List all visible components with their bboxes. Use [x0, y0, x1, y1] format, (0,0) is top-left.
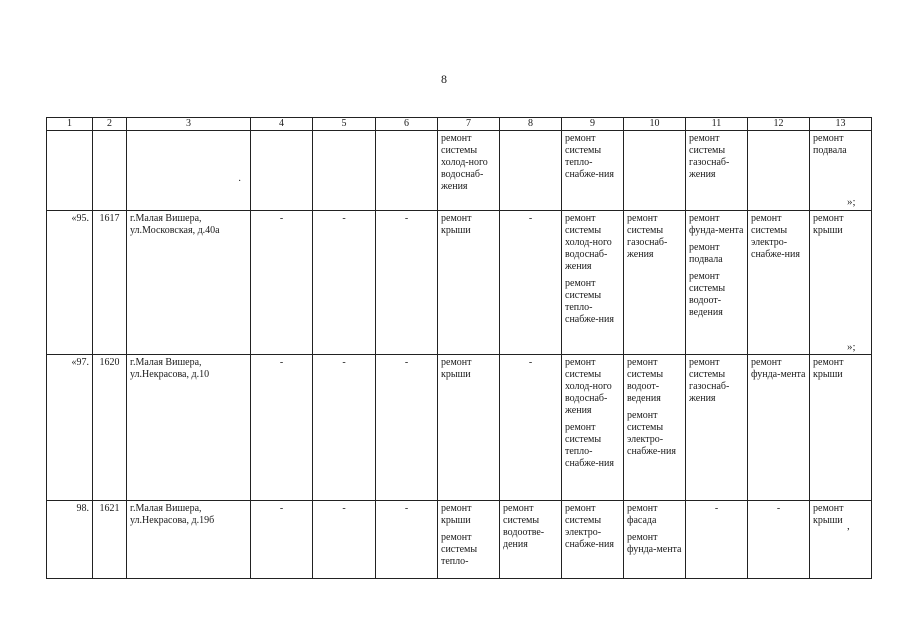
table-row: [47, 355, 872, 501]
scan-speck: ·: [238, 176, 242, 187]
work-item: ремонт системы электро-снабже-ния: [627, 410, 676, 457]
works-cell: [748, 501, 810, 579]
col-header: 6: [376, 118, 438, 131]
works-cell: [810, 501, 872, 579]
works-cell: [438, 355, 500, 501]
row-index-cell: «97.: [47, 355, 93, 501]
work-item: -: [528, 357, 533, 368]
works-cell: [748, 355, 810, 501]
table-row: [47, 211, 872, 355]
table-row: [47, 501, 872, 579]
work-item: ремонт системы водоот-ведения: [627, 357, 664, 404]
col-header: 8: [500, 118, 562, 131]
work-item: ремонт крыши: [441, 213, 472, 236]
work-item: ремонт системы тепло-снабже-ния: [565, 422, 614, 469]
works-cell: [624, 131, 686, 211]
work-item: ремонт системы водоот-ведения: [689, 271, 726, 318]
value-cell: -: [313, 355, 376, 501]
works-cell: [686, 355, 748, 501]
col-header: 11: [686, 118, 748, 131]
work-item: ремонт системы электро-снабже-ния: [751, 213, 800, 260]
work-item: ремонт подвала: [689, 242, 723, 265]
work-item: ремонт системы водоотве-дения: [503, 503, 545, 550]
house-id-cell: 1617: [93, 211, 127, 355]
work-item: ремонт крыши: [441, 503, 472, 526]
work-item: ремонт системы тепло-: [441, 532, 478, 567]
works-cell: [686, 501, 748, 579]
value-cell: [376, 131, 438, 211]
works-cell: [624, 501, 686, 579]
value-cell: -: [313, 501, 376, 579]
work-item: ремонт фунда-мента: [751, 357, 806, 380]
work-item: ремонт крыши: [813, 213, 844, 236]
works-cell: [500, 131, 562, 211]
page-number: 8: [441, 72, 447, 86]
row-suffix: ,: [847, 520, 850, 532]
work-item: ремонт системы холод-ного водоснаб-жения: [565, 357, 612, 416]
works-cell: [624, 355, 686, 501]
value-cell: -: [313, 211, 376, 355]
works-cell: [810, 131, 872, 211]
row-index-cell: 98.: [47, 501, 93, 579]
works-cell: [438, 131, 500, 211]
value-cell: -: [251, 355, 313, 501]
works-cell: [438, 211, 500, 355]
col-header: 4: [251, 118, 313, 131]
works-cell: [500, 355, 562, 501]
repair-schedule-table: [46, 117, 872, 579]
work-item: ремонт системы газоснаб-жения: [689, 133, 730, 180]
col-header: 9: [562, 118, 624, 131]
work-item: ремонт крыши: [813, 503, 844, 526]
work-item: ремонт крыши: [813, 357, 844, 380]
house-id-cell: [93, 131, 127, 211]
address-cell: г.Малая Вишера, ул.Московская, д.40а: [127, 211, 251, 355]
works-cell: [748, 211, 810, 355]
work-item: ремонт системы электро-снабже-ния: [565, 503, 614, 550]
work-item: ремонт фунда-мента: [689, 213, 744, 236]
value-cell: -: [376, 355, 438, 501]
col-header: 2: [93, 118, 127, 131]
works-cell: [686, 131, 748, 211]
works-cell: [562, 355, 624, 501]
col-header: 10: [624, 118, 686, 131]
house-id-cell: 1621: [93, 501, 127, 579]
value-cell: -: [376, 501, 438, 579]
row-suffix: »;: [847, 196, 856, 208]
work-item: ремонт системы холод-ного водоснаб-жения: [565, 213, 612, 272]
value-cell: [313, 131, 376, 211]
address-cell: [127, 131, 251, 211]
address-cell: г.Малая Вишера, ул.Некрасова, д.10: [127, 355, 251, 501]
col-header: 3: [127, 118, 251, 131]
row-suffix: »;: [847, 341, 856, 353]
works-cell: [562, 211, 624, 355]
works-cell: [748, 131, 810, 211]
work-item: -: [776, 503, 781, 514]
work-item: ремонт системы газоснаб-жения: [689, 357, 730, 404]
work-item: ремонт подвала: [813, 133, 847, 156]
work-item: ремонт системы тепло-снабже-ния: [565, 278, 614, 325]
work-item: -: [528, 213, 533, 224]
works-cell: [562, 501, 624, 579]
value-cell: -: [251, 211, 313, 355]
row-index-cell: [47, 131, 93, 211]
work-item: ремонт системы холод-ного водоснаб-жения: [441, 133, 488, 192]
col-header: 12: [748, 118, 810, 131]
works-cell: [686, 211, 748, 355]
value-cell: [251, 131, 313, 211]
works-cell: [500, 211, 562, 355]
value-cell: -: [376, 211, 438, 355]
table-row: [47, 131, 872, 211]
work-item: ремонт крыши: [441, 357, 472, 380]
house-id-cell: 1620: [93, 355, 127, 501]
col-header: 1: [47, 118, 93, 131]
works-cell: [500, 501, 562, 579]
work-item: -: [714, 503, 719, 514]
works-cell: [810, 355, 872, 501]
header-row: [47, 118, 872, 131]
address-cell: г.Малая Вишера, ул.Некрасова, д.19б: [127, 501, 251, 579]
work-item: ремонт системы тепло-снабже-ния: [565, 133, 614, 180]
col-header: 13: [810, 118, 872, 131]
value-cell: -: [251, 501, 313, 579]
works-cell: [624, 211, 686, 355]
row-index-cell: «95.: [47, 211, 93, 355]
work-item: ремонт системы газоснаб-жения: [627, 213, 668, 260]
works-cell: [810, 211, 872, 355]
works-cell: [562, 131, 624, 211]
col-header: 5: [313, 118, 376, 131]
work-item: ремонт фасада: [627, 503, 658, 526]
work-item: ремонт фунда-мента: [627, 532, 682, 555]
col-header: 7: [438, 118, 500, 131]
works-cell: [438, 501, 500, 579]
